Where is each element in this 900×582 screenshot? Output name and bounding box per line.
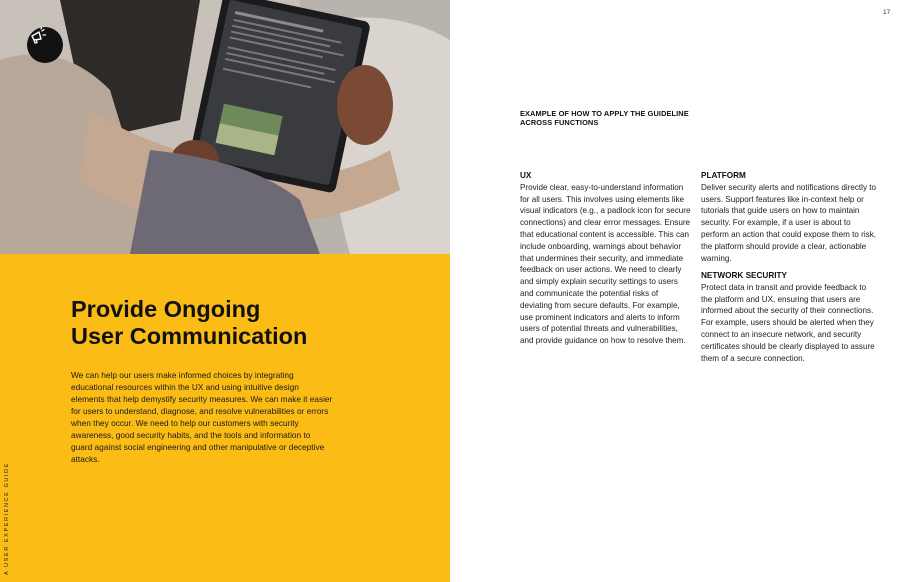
page-number: 17 (883, 9, 891, 16)
ux-title: UX (520, 171, 532, 180)
page-title-line-1: Provide Ongoing (71, 296, 261, 322)
ux-section (520, 170, 692, 347)
page-title-line-2: User Communication (71, 323, 308, 349)
platform-title: PLATFORM (701, 171, 746, 180)
megaphone-icon (27, 27, 47, 47)
vertical-guide-label: A USER EXPERIENCE GUIDE (4, 462, 10, 575)
platform-section (701, 170, 877, 264)
photo-illustration (0, 0, 450, 254)
hero-photo (0, 0, 450, 254)
ux-body: Provide clear, easy-to-understand information for all users. This involves using elements like visual indicators (e.g., a padlock icon for secure connections) and clear error messages. Ensure that educational content is accessible. This can include onboarding, warnings about behavior that undermines their security, and immediate feedback on user actions. We need to clearly and simply explain security settings to users and communicate the potential risks of deviating from secure defaults. For example, use prominent indicators and alerts to inform users of potential threats and vulnerabilities, and provide guidance on how to resolve them. (520, 182, 691, 346)
platform-body: Deliver security alerts and notifications directly to users. Support features like in-context help or tutorials that guide users on how to maintain security. For example, if a user is about to perform an action that could expose them to risk, the platform should provide a clear, actionable warning. (701, 182, 877, 263)
network-security-body: Protect data in transit and provide feedback to the platform and UX, ensuring that users are informed about the security of their connections. For example, users should be alerted when they connect to an insecure network, and security certificates should be clearly displayed to assure them of a secure connection. (701, 282, 875, 363)
intro-paragraph: We can help our users make informed choices by integrating educational resources within the UX and using intuitive design elements that help demystify security measures. We can make it easier for users to understand, diagnose, and resolve vulnerabilities or errors when they occur. We need to help our customers with security awareness, good security habits, and the tools and information to guard against social engineering and other manipulative or deceptive attacks. (71, 370, 333, 464)
megaphone-badge (27, 27, 63, 63)
example-heading: EXAMPLE OF HOW TO APPLY THE GUIDELINE ACROSS FUNCTIONS (520, 109, 689, 127)
network-security-title: NETWORK SECURITY (701, 271, 787, 280)
network-security-section (701, 270, 877, 364)
page-title (71, 296, 411, 350)
